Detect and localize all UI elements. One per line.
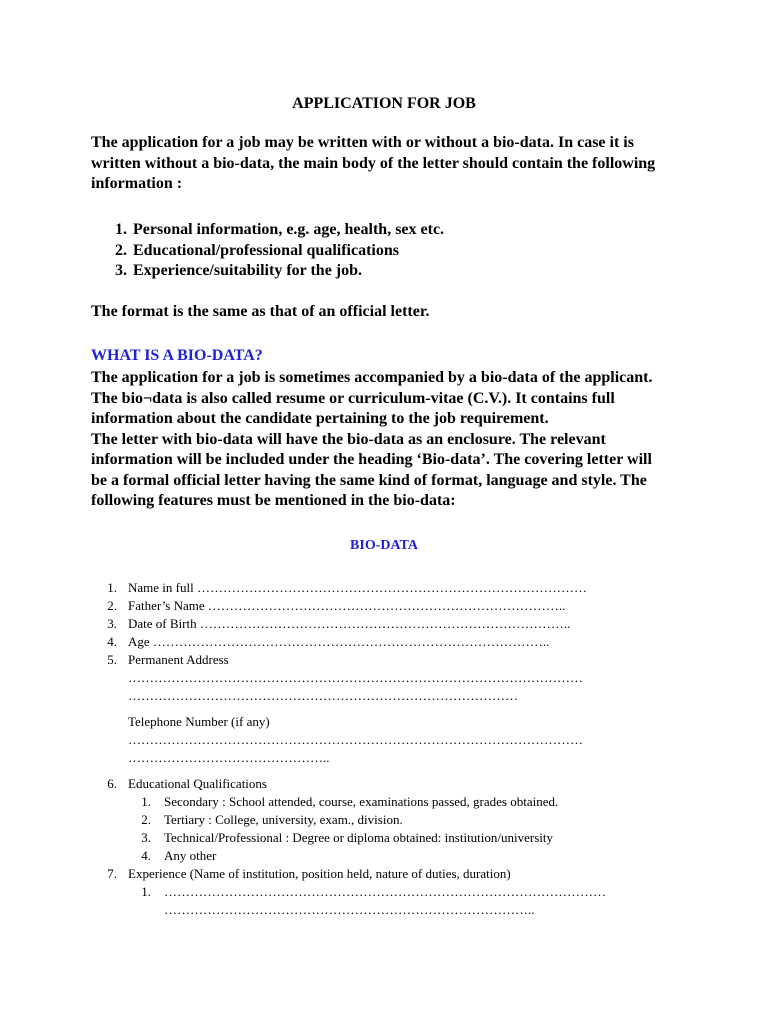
education-item	[0, 847, 768, 865]
format-line: The format is the same as that of an official letter.	[91, 303, 430, 320]
row-number: 7.	[107, 866, 117, 881]
sub-number: 1.	[141, 794, 151, 809]
biodata-heading: WHAT IS A BIO-DATA?	[91, 347, 263, 364]
list-item	[91, 261, 444, 282]
list-item	[91, 220, 444, 241]
row-number: 1.	[107, 580, 117, 595]
list-number: 2.	[115, 241, 127, 259]
biodata-line: information will be included under the heading ‘Bio-data’. The covering letter will	[91, 451, 652, 468]
form-row-education	[0, 775, 768, 793]
experience-item	[0, 883, 768, 901]
field-label: Educational Qualifications	[128, 776, 267, 791]
form-row-telephone-dots	[0, 731, 768, 749]
list-text: Personal information, e.g. age, health, sex etc.	[133, 221, 445, 238]
sub-text: Technical/Professional : Degree or diploma obtained: institution/university	[164, 830, 554, 845]
form-row-name	[0, 579, 768, 597]
biodata-line: be a formal official letter having the same kind of format, language and style. The	[91, 471, 647, 489]
field-label: Telephone Number (if any)	[128, 714, 270, 729]
list-text: Experience/suitability for the job.	[133, 262, 363, 279]
education-item	[0, 829, 768, 847]
form-row-experience	[0, 865, 768, 883]
row-number: 6.	[107, 776, 117, 791]
experience-item-dots	[0, 901, 768, 919]
sub-text: Any other	[164, 848, 217, 863]
fill-in-dots: ……………………………………………………………………………………………	[128, 732, 583, 747]
list-number: 1.	[115, 221, 127, 238]
biodata-line: information about the candidate pertaining to the job requirement.	[91, 410, 549, 427]
field-label: Date of Birth	[128, 616, 197, 631]
biodata-paragraph	[91, 368, 691, 512]
row-content	[128, 615, 570, 633]
sub-text: Secondary : School attended, course, examinations passed, grades obtained.	[164, 794, 559, 809]
field-label: Name in full	[128, 580, 194, 595]
intro-paragraph	[91, 133, 691, 195]
sub-number: 2.	[141, 812, 151, 827]
form-row-age	[0, 633, 768, 651]
fill-in-dots: ……………………………………………………………………………………………	[128, 670, 583, 685]
field-label: Father’s Name	[128, 598, 205, 613]
form-row-telephone-dots	[0, 749, 768, 767]
fill-in-dots: …………………………………………………………………………..	[199, 616, 571, 631]
field-label: Age	[128, 634, 150, 649]
sub-number: 3.	[141, 830, 151, 845]
row-number: 3.	[107, 616, 117, 631]
row-number: 4.	[107, 634, 117, 649]
list-item	[91, 241, 444, 262]
fill-in-dots: …………………………………………………………………………..	[164, 902, 535, 917]
biodata-line: following features must be mentioned in the bio-data:	[91, 492, 456, 509]
fill-in-dots: ………………………………………………………………………………	[196, 580, 587, 595]
row-number: 2.	[107, 598, 117, 613]
info-list	[91, 220, 444, 282]
education-item	[0, 793, 768, 811]
form-row-dob	[0, 615, 768, 633]
sub-number: 1.	[141, 884, 151, 899]
row-number: 5.	[107, 652, 117, 667]
form-row-address-dots	[0, 669, 768, 687]
education-item	[0, 811, 768, 829]
intro-line: information :	[91, 175, 183, 192]
row-content	[128, 579, 587, 597]
list-text: Educational/professional qualifications	[133, 241, 399, 259]
page-title: APPLICATION FOR JOB	[292, 95, 476, 112]
fill-in-dots: ………………………………………………………………………………	[128, 688, 518, 703]
biodata-line: The bio¬data is also called resume or curriculum-vitae (C.V.). It contains full	[91, 389, 615, 407]
form-row-telephone	[0, 713, 768, 731]
row-content	[128, 597, 565, 615]
fill-in-dots: ………………………………………………………………………..	[207, 598, 566, 613]
biodata-line: The application for a job is sometimes accompanied by a bio-data of the applicant.	[91, 369, 653, 386]
field-label: Experience (Name of institution, position held, nature of duties, duration)	[128, 866, 511, 881]
sub-text: Tertiary : College, university, exam., division.	[164, 812, 403, 827]
fill-in-dots: ………………………………………………………………………………..	[152, 634, 550, 649]
biodata-form-title: BIO-DATA	[350, 538, 418, 553]
biodata-form	[0, 579, 768, 919]
list-number: 3.	[115, 262, 127, 279]
form-row-father	[0, 597, 768, 615]
fill-in-dots: …………………………………………………………………………………………	[164, 884, 606, 899]
form-row-address	[0, 651, 768, 669]
intro-line: written without a bio-data, the main body of the letter should contain the following	[91, 154, 656, 172]
fill-in-dots: ………………………………………..	[128, 750, 330, 765]
sub-number: 4.	[141, 848, 151, 863]
intro-line: The application for a job may be written with or without a bio-data. In case it is	[91, 134, 634, 151]
biodata-line: The letter with bio-data will have the bio-data as an enclosure. The relevant	[91, 430, 606, 448]
field-label: Permanent Address	[128, 652, 229, 667]
form-row-address-dots	[0, 687, 768, 705]
row-content	[128, 633, 549, 651]
